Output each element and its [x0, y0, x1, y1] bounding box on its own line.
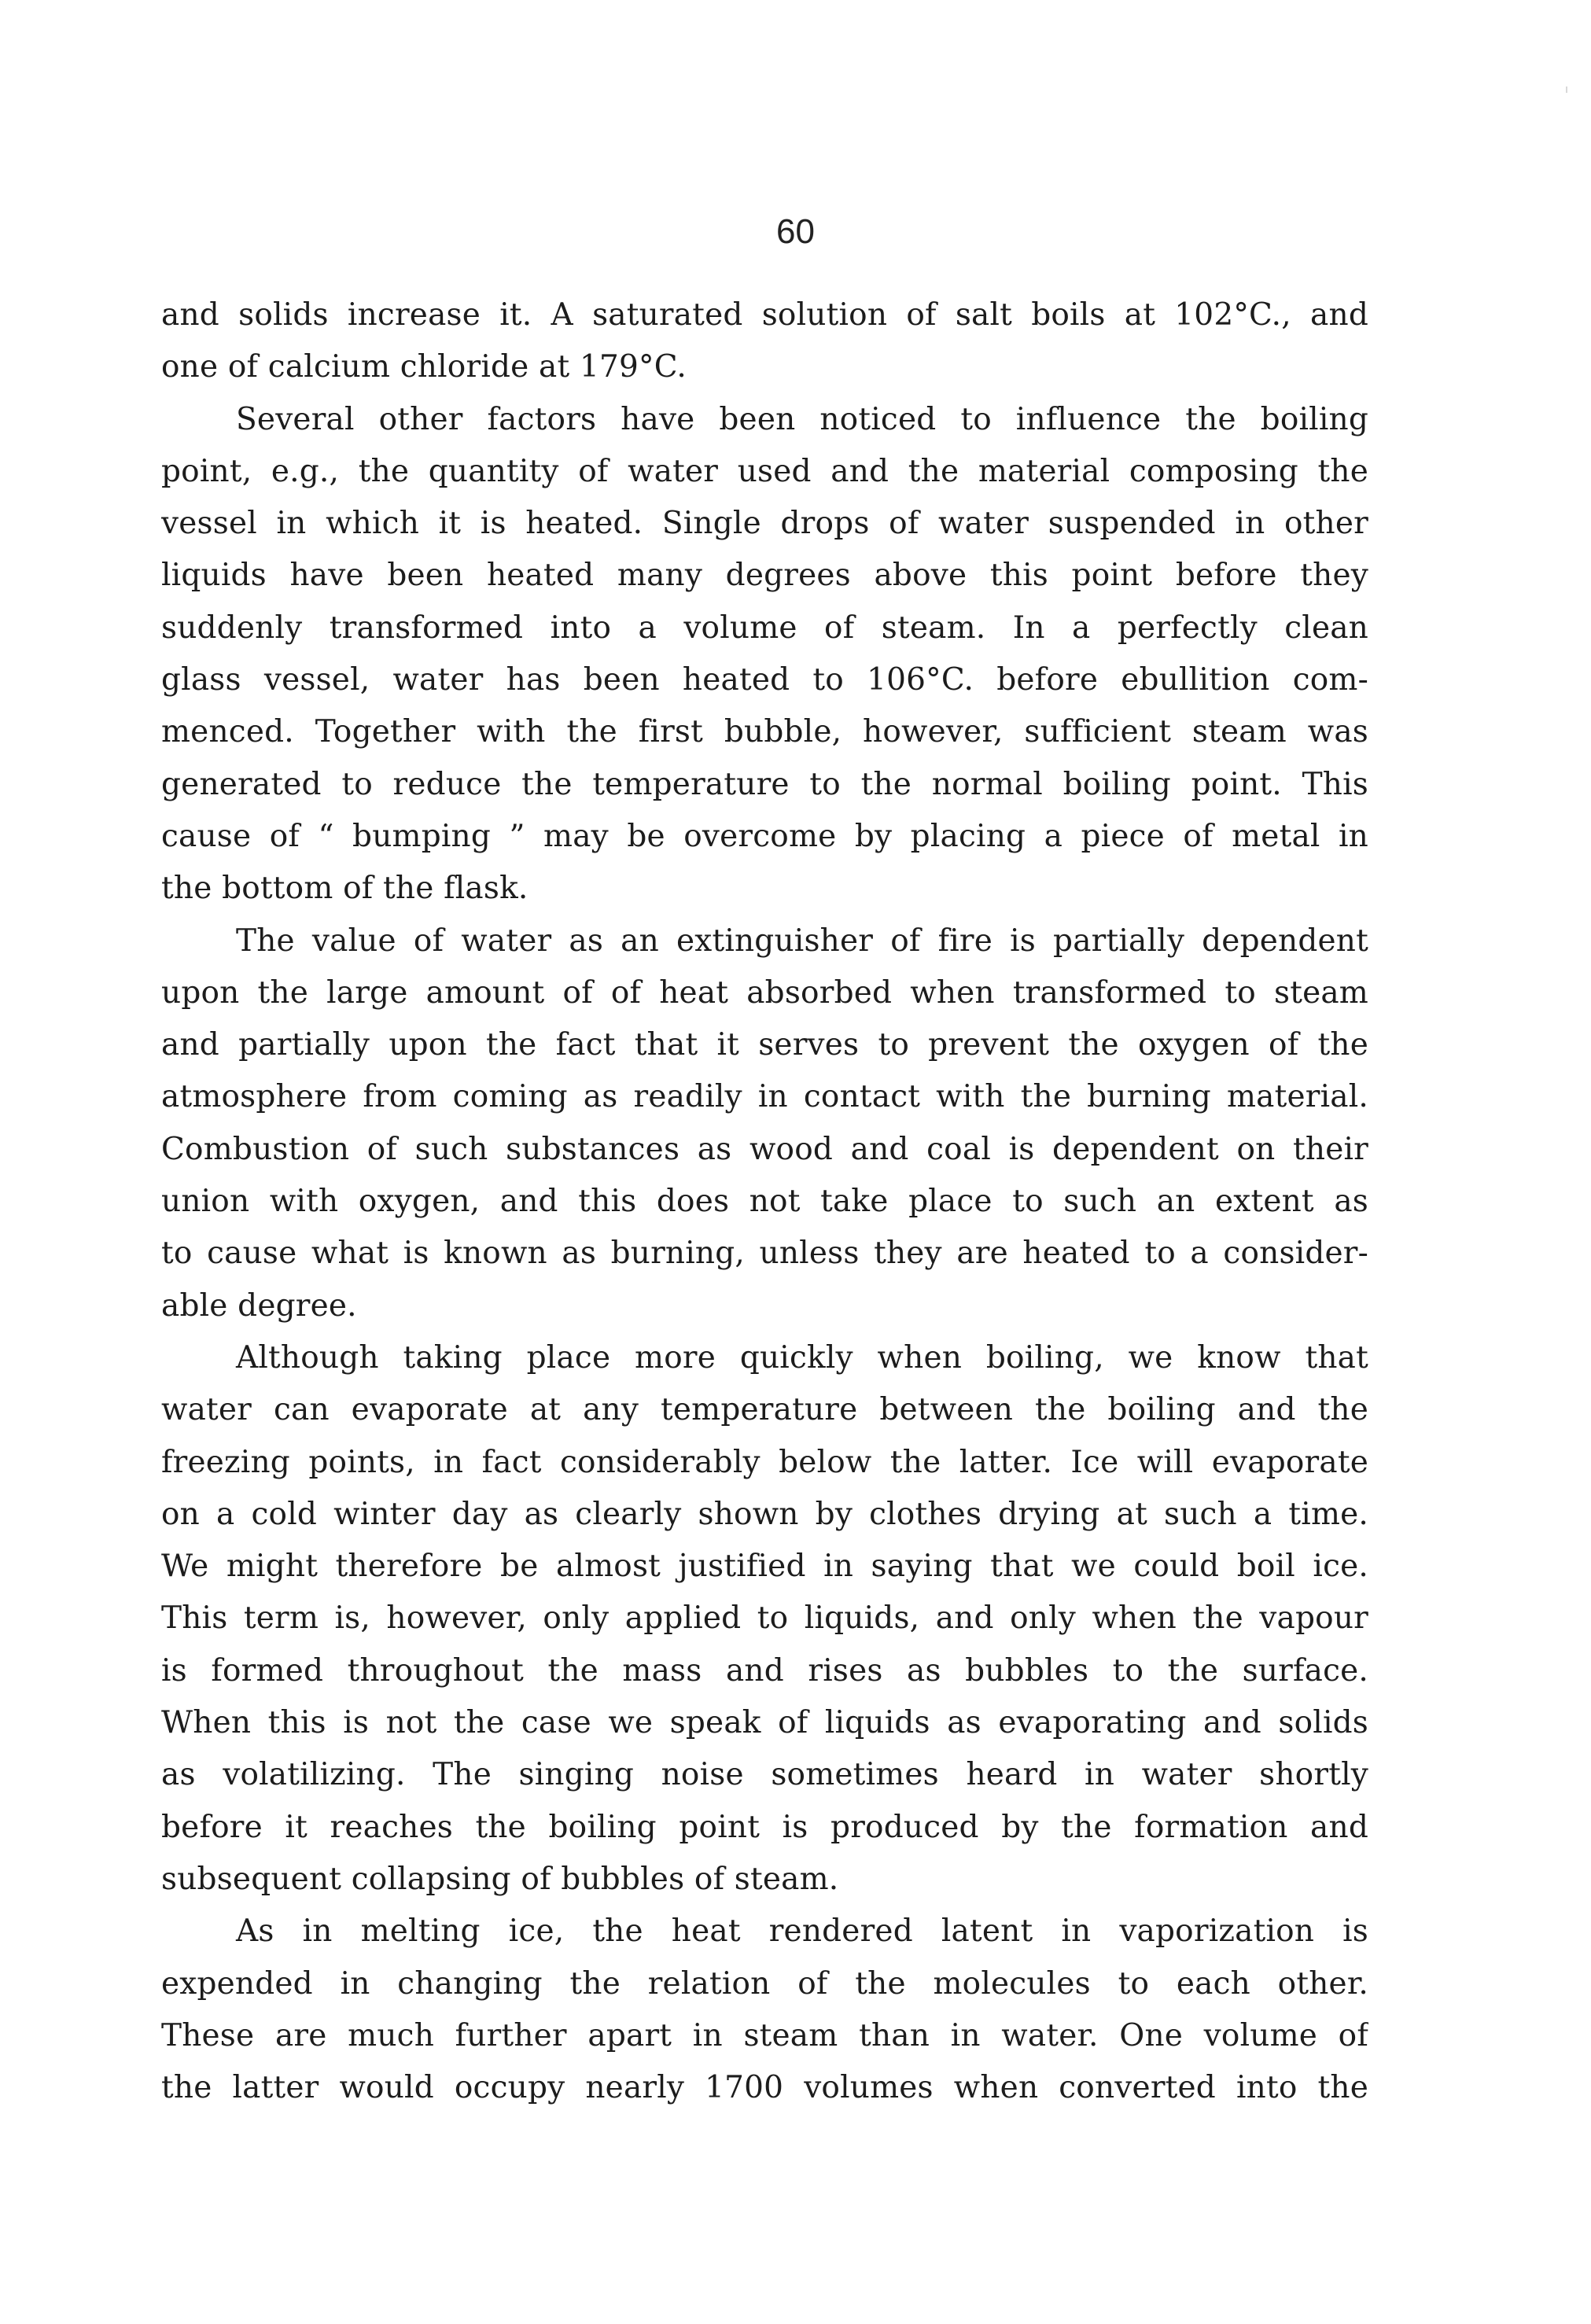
text-line: to cause what is known as burning, unless they are heated to a consider- [161, 1236, 1368, 1272]
text-line: glass vessel, water has been heated to 106°C. before ebullition com- [161, 662, 1368, 698]
text-line: and solids increase it. A saturated solution of salt boils at 102°C., and [161, 297, 1368, 333]
paragraph [161, 289, 1368, 394]
text-line: the bottom of the flask. [161, 871, 528, 907]
text-line: is formed throughout the mass and rises as bubbles to the surface. [161, 1652, 1368, 1689]
text-line: These are much further apart in steam than in water. One volume of [161, 2017, 1368, 2053]
paragraph [161, 1332, 1368, 1906]
text-line: Although taking place more quickly when boiling, we know that [236, 1339, 1368, 1376]
text-line: This term is, however, only applied to liquids, and only when the vapour [161, 1600, 1368, 1637]
text-line: upon the large amount of of heat absorbed when transformed to steam [161, 974, 1368, 1011]
page-number: 60 [776, 212, 815, 251]
text-line: water can evaporate at any temperature between the boiling and the [161, 1392, 1368, 1428]
text-line: Several other factors have been noticed to influence the boiling [236, 401, 1368, 437]
text-line: union with oxygen, and this does not take place to such an extent as [161, 1184, 1368, 1220]
text-line: generated to reduce the temperature to the normal boiling point. This [161, 766, 1368, 802]
text-line: atmosphere from coming as readily in contact with the burning material. [161, 1079, 1368, 1115]
text-line: one of calcium chloride at 179°C. [161, 349, 687, 385]
text-line: able degree. [161, 1287, 357, 1324]
text-line: Combustion of such substances as wood and coal is dependent on their [161, 1131, 1368, 1167]
text-line: on a cold winter day as clearly shown by clothes drying at such a time. [161, 1496, 1368, 1532]
text-line: expended in changing the relation of the molecules to each other. [161, 1965, 1368, 2002]
text-line: The value of water as an extinguisher of fire is partially dependent [236, 923, 1368, 959]
paragraph [161, 915, 1368, 1332]
text-line: as volatilizing. The singing noise sometimes heard in water shortly [161, 1757, 1368, 1793]
scan-edge-mark [1566, 87, 1567, 93]
paragraph [161, 1906, 1368, 2114]
text-line: and partially upon the fact that it serves to prevent the oxygen of the [161, 1027, 1368, 1063]
text-line: point, e.g., the quantity of water used and the material composing the [161, 453, 1368, 489]
text-line: We might therefore be almost justified in saying that we could boil ice. [161, 1549, 1368, 1585]
text-line: suddenly transformed into a volume of steam. In a perfectly clean [161, 610, 1368, 646]
text-line: subsequent collapsing of bubbles of steam. [161, 1861, 839, 1897]
paragraph [161, 394, 1368, 915]
text-line: freezing points, in fact considerably below the latter. Ice will evaporate [161, 1444, 1368, 1480]
text-line: vessel in which it is heated. Single drops of water suspended in other [161, 506, 1368, 542]
body-text [161, 289, 1368, 2114]
text-line: cause of “ bumping ” may be overcome by placing a piece of metal in [161, 818, 1368, 854]
text-line: the latter would occupy nearly 1700 volumes when converted into the [161, 2070, 1368, 2106]
text-line: liquids have been heated many degrees above this point before they [161, 558, 1368, 594]
text-line: before it reaches the boiling point is produced by the formation and [161, 1809, 1368, 1845]
text-line: When this is not the case we speak of liquids as evaporating and solids [161, 1705, 1368, 1741]
text-line: As in melting ice, the heat rendered latent in vaporization is [236, 1913, 1368, 1950]
text-line: menced. Together with the first bubble, however, sufficient steam was [161, 714, 1368, 750]
